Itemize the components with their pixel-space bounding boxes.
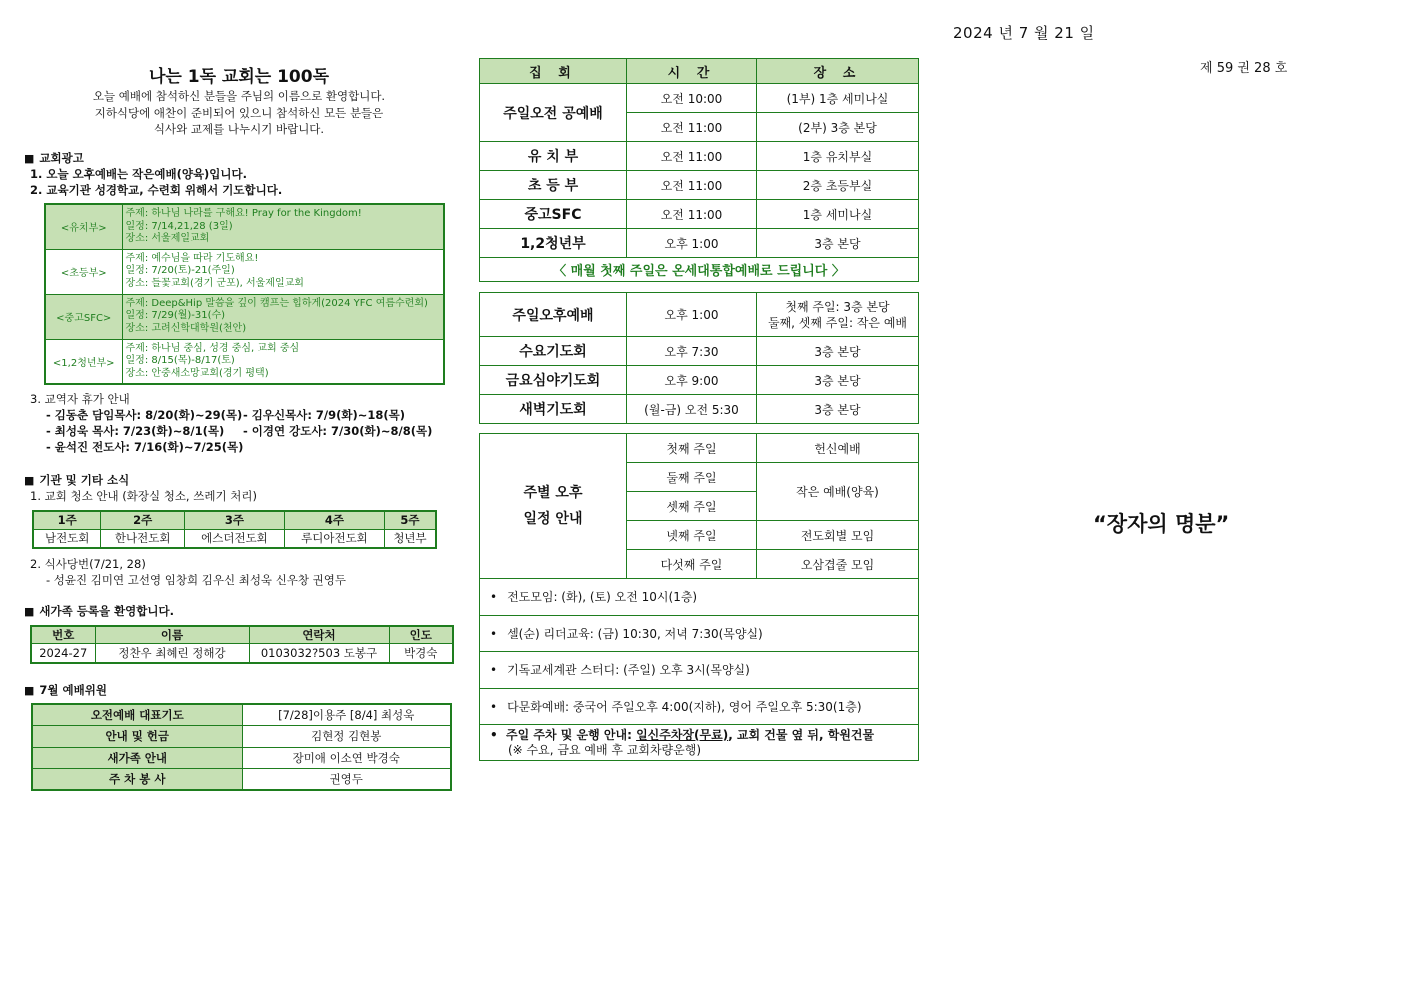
service-time: 오후 1:00: [627, 229, 757, 258]
info-bullet: • 셀(순) 리더교육: (금) 10:30, 저녁 7:30(목양실): [480, 615, 919, 652]
table-row: [480, 615, 919, 652]
meal-names: - 성윤진 김미연 고선영 임창희 김우신 최성욱 신우창 권영두: [46, 573, 347, 587]
weekly-afternoon-table: [479, 433, 919, 761]
meal-title: 2. 식사당번(7/21, 28): [30, 557, 146, 571]
parking-line: • 주일 주차 및 운행 안내: 일신주차장(무료), 교회 건물 옆 뒤, 학원건물: [490, 727, 875, 742]
table-row: [45, 294, 444, 339]
info-bullet: • 전도모임: (화), (토) 오전 10시(1층): [480, 579, 919, 616]
news-heading: ■ 기관 및 기타 소식: [24, 472, 129, 488]
info-line: 장소: 고려신학대학원(천안): [125, 322, 247, 334]
table-row: [480, 171, 919, 200]
week-label: 첫째 주일: [627, 434, 757, 463]
cleaning-table: [32, 510, 437, 549]
dept-name: <1,2청년부>: [45, 339, 122, 384]
committee-role: 안내 및 헌금: [32, 726, 242, 748]
cleaning-header: 2주: [101, 511, 185, 529]
table-row: [480, 293, 919, 337]
cleaning-cell: 에스더전도회: [184, 529, 284, 548]
welcome-message: [0, 88, 478, 138]
week-activity: 오삼겹줄 모임: [757, 550, 919, 579]
service-name: 금요심야기도회: [480, 366, 627, 395]
service-name: 유 치 부: [480, 142, 627, 171]
service-time: 오전 11:00: [627, 171, 757, 200]
sermon-title: “장자의 명분”: [1093, 512, 1230, 536]
parking-lot-name: 일신주차장(무료): [636, 727, 729, 742]
committee-names: [7/28]이용주 [8/4] 최성욱: [242, 704, 451, 726]
info-line: 일정: 7/29(월)-31(수): [125, 310, 226, 322]
table-row: [32, 747, 451, 769]
dept-info: [122, 204, 444, 249]
dept-info: [122, 339, 444, 384]
parking-info: [480, 725, 919, 761]
table-row: [480, 579, 919, 616]
newcomer-header: 번호: [31, 626, 95, 644]
info-line: 장소: 들꽃교회(경기 군포), 서울제일교회: [125, 277, 304, 289]
service-place: 1층 유치부실: [757, 142, 919, 171]
announcement-item: 2. 교육기관 성경학교, 수련회 위해서 기도합니다.: [30, 183, 283, 197]
church-motto: 나는 1독 교회는 100독: [148, 67, 330, 87]
committee-names: 장미애 이소연 박경숙: [242, 747, 451, 769]
table-row: [32, 726, 451, 748]
info-line: 주제: 예수님을 따라 기도해요!: [125, 252, 259, 264]
committee-role: 새가족 안내: [32, 747, 242, 769]
service-name: 주일오후예배: [480, 293, 627, 337]
info-bullet: • 다문화예배: 중국어 주일오후 4:00(지하), 영어 주일오후 5:30(1층): [480, 688, 919, 725]
info-line: 일정: 7/14,21,28 (3일): [125, 220, 233, 232]
service-time: (월-금) 오전 5:30: [627, 395, 757, 424]
service-time: 오전 11:00: [627, 142, 757, 171]
service-name: 수요기도회: [480, 337, 627, 366]
table-row: [480, 142, 919, 171]
table-row: [31, 644, 453, 663]
dept-info: [122, 294, 444, 339]
service-place: (2부) 3층 본당: [757, 113, 919, 142]
week-activity: 헌신예배: [757, 434, 919, 463]
committee-table: [31, 703, 452, 791]
weekly-title-line: 일정 안내: [523, 511, 583, 527]
service-place: 3층 본당: [757, 337, 919, 366]
cleaning-header: 4주: [284, 511, 384, 529]
weekly-title: [480, 434, 627, 579]
table-row: [33, 529, 436, 548]
service-time: 오후 9:00: [627, 366, 757, 395]
table-row: [45, 204, 444, 249]
service-place: (1부) 1층 세미나실: [757, 84, 919, 113]
vacation-item: - 이경연 강도사: 7/30(화)~8/8(목): [243, 424, 433, 438]
table-row: [480, 258, 919, 282]
table-row: [45, 249, 444, 294]
dept-name: <유치부>: [45, 204, 122, 249]
info-line: 주제: 하나님 나라를 구해요! Pray for the Kingdom!: [125, 208, 362, 219]
vacation-item: - 김우신목사: 7/9(화)~18(목): [243, 408, 406, 422]
welcome-line: 지하식당에 애찬이 준비되어 있으니 참석하신 모든 분들은: [94, 105, 384, 120]
cleaning-cell: 남전도회: [33, 529, 101, 548]
dept-name: <초등부>: [45, 249, 122, 294]
newcomer-cell: 2024-27: [31, 644, 95, 663]
service-time: 오전 11:00: [627, 113, 757, 142]
table-row: [33, 511, 436, 529]
service-place: 3층 본당: [757, 366, 919, 395]
parking-prefix: 주일 주차 및 운행 안내:: [506, 727, 637, 742]
monthly-notice: 〈 매월 첫째 주일은 온세대통합예배로 드립니다 〉: [480, 258, 919, 282]
table-row: [480, 366, 919, 395]
service-place: 2층 초등부실: [757, 171, 919, 200]
table-row: [31, 626, 453, 644]
info-line: 장소: 서울제일교회: [125, 233, 210, 244]
vacation-title: 3. 교역자 휴가 안내: [30, 392, 130, 406]
committee-names: 김현정 김현봉: [242, 726, 451, 748]
newcomer-header: 이름: [95, 626, 249, 644]
committee-role: 오전예배 대표기도: [32, 704, 242, 726]
schedule-header: 장 소: [757, 59, 919, 84]
service-name: 새벽기도회: [480, 395, 627, 424]
place-line: 둘째, 셋째 주일: 작은 예배: [767, 315, 908, 330]
cleaning-cell: 루디아전도회: [284, 529, 384, 548]
worship-schedule-table: [479, 58, 919, 282]
schedule-header: 집 회: [480, 59, 627, 84]
cleaning-header: 1주: [33, 511, 101, 529]
table-row: [480, 337, 919, 366]
newcomers-table: [30, 625, 454, 664]
vacation-item: - 최성욱 목사: 7/23(화)~8/1(목): [46, 424, 225, 438]
newcomer-header: 연락처: [249, 626, 389, 644]
info-bullet: • 기독교세계관 스터디: (주일) 오후 3시(목양실): [480, 652, 919, 689]
service-time: 오전 11:00: [627, 200, 757, 229]
issue-number: 제 59 권 28 호: [1200, 61, 1288, 76]
service-place: 3층 본당: [757, 395, 919, 424]
service-time: 오후 1:00: [627, 293, 757, 337]
service-time: 오후 7:30: [627, 337, 757, 366]
parking-note: (※ 수요, 금요 예배 후 교회차량운행): [508, 742, 702, 757]
week-activity: 전도회별 모임: [757, 521, 919, 550]
table-row: [480, 200, 919, 229]
table-row: [45, 339, 444, 384]
week-label: 넷째 주일: [627, 521, 757, 550]
week-label: 둘째 주일: [627, 463, 757, 492]
newcomers-heading: ■ 새가족 등록을 환영합니다.: [24, 603, 174, 619]
education-retreat-table: [44, 203, 445, 385]
table-row: [480, 84, 919, 113]
vacation-item: - 윤석진 전도사: 7/16(화)~7/25(목): [46, 440, 244, 454]
table-row: [32, 769, 451, 791]
service-place: 1층 세미나실: [757, 200, 919, 229]
info-line: 주제: 하나님 중심, 성경 중심, 교회 중심: [125, 342, 300, 354]
week-label: 셋째 주일: [627, 492, 757, 521]
info-line: 장소: 안중새소망교회(경기 평택): [125, 367, 269, 379]
service-time: 오전 10:00: [627, 84, 757, 113]
committee-heading: ■ 7월 예배위원: [24, 682, 107, 698]
schedule-header: 시 간: [627, 59, 757, 84]
newcomer-cell: 정찬우 최혜린 정해강: [95, 644, 249, 663]
table-row: [480, 59, 919, 84]
welcome-line: 식사와 교제를 나누시기 바랍니다.: [153, 122, 325, 136]
service-name: 1,2청년부: [480, 229, 627, 258]
table-row: [480, 434, 919, 463]
info-line: 주제: Deep&Hip 말씀을 깊이 캠프는 힙하게(2024 YFC 여름수련회): [125, 297, 428, 309]
table-row: [480, 395, 919, 424]
vacation-item: - 김동춘 담임목사: 8/20(화)~29(목): [46, 408, 243, 422]
committee-role: 주 차 봉 사: [32, 769, 242, 791]
cleaning-header: 3주: [184, 511, 284, 529]
service-name: 중고SFC: [480, 200, 627, 229]
announcement-item: 1. 오늘 오후예배는 작은예배(양육)입니다.: [30, 167, 248, 181]
week-activity: 작은 예배(양육): [757, 463, 919, 521]
service-place: [757, 293, 919, 337]
dept-name: <중고SFC>: [45, 294, 122, 339]
table-row: [480, 652, 919, 689]
table-row: [32, 704, 451, 726]
weekday-schedule-table: [479, 292, 919, 424]
service-place: 3층 본당: [757, 229, 919, 258]
bulletin-date: 2024 년 7 월 21 일: [953, 24, 1095, 42]
table-row: [480, 688, 919, 725]
newcomer-cell: 박경숙: [389, 644, 453, 663]
cleaning-cell: 청년부: [384, 529, 436, 548]
newcomer-header: 인도: [389, 626, 453, 644]
parking-suffix: , 교회 건물 옆 뒤, 학원건물: [728, 727, 875, 742]
dept-info: [122, 249, 444, 294]
announcements-heading: ■ 교회광고: [24, 150, 84, 166]
info-line: 일정: 8/15(목)-8/17(토): [125, 355, 235, 366]
place-line: 첫째 주일: 3층 본당: [785, 299, 890, 314]
newcomer-cell: 0103032?503 도봉구: [249, 644, 389, 663]
cleaning-title: 1. 교회 청소 안내 (화장실 청소, 쓰레기 처리): [30, 489, 257, 503]
cleaning-cell: 한나전도회: [101, 529, 185, 548]
cleaning-header: 5주: [384, 511, 436, 529]
weekly-title-line: 주별 오후: [523, 485, 583, 501]
welcome-line: 오늘 예배에 참석하신 분들을 주님의 이름으로 환영합니다.: [92, 89, 386, 103]
info-line: 일정: 7/20(토)-21(주일): [125, 265, 235, 277]
service-name: 초 등 부: [480, 171, 627, 200]
table-row: [480, 229, 919, 258]
service-name: 주일오전 공예배: [480, 84, 627, 142]
committee-names: 권영두: [242, 769, 451, 791]
week-label: 다섯째 주일: [627, 550, 757, 579]
table-row: [480, 725, 919, 761]
